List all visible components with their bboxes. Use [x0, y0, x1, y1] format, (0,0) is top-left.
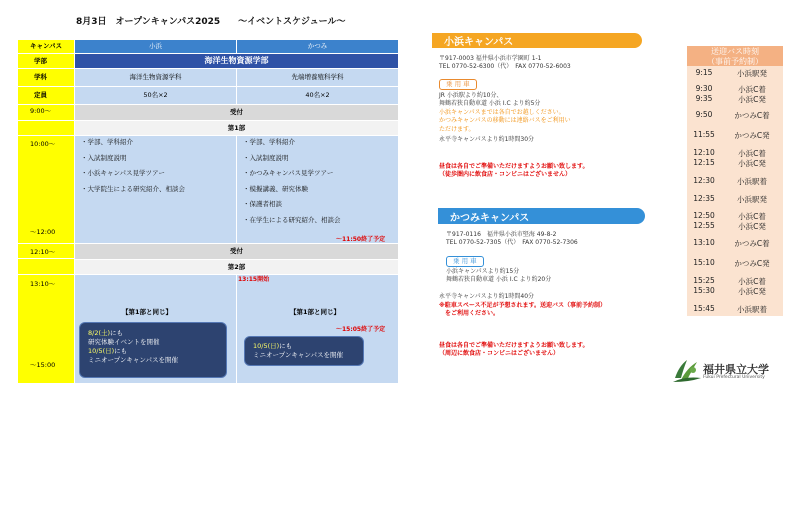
- address: 〒917-0003 福井県小浜市学園町 1-1: [439, 55, 542, 62]
- faculty-label: 学部: [18, 54, 74, 68]
- bus-heading-title: 送迎バス時刻: [711, 47, 759, 56]
- bus-row: [687, 110, 783, 121]
- same-as-part1-katsumi: 【第1部と同じ】: [290, 307, 341, 316]
- access-note: かつみキャンパスの移動には連絡バスをご利用い: [439, 117, 571, 125]
- time-1210: 12:10～: [30, 247, 56, 256]
- obama-program-list: [81, 135, 185, 197]
- bus-heading: [687, 46, 783, 66]
- event-text: ミニオープンキャンパスを開催: [253, 351, 343, 359]
- divider: [18, 274, 74, 275]
- start-time-part2: 13:15開始: [238, 275, 270, 283]
- bus-time: 12:50: [693, 211, 715, 220]
- car-label: 乗 用 車: [439, 79, 477, 90]
- time-1500: ～15:00: [30, 360, 56, 369]
- bus-stop: かつみC着: [734, 239, 770, 248]
- access-text: JR 小浜駅より約10分、: [439, 92, 503, 99]
- bus-stop: 小浜駅着: [737, 177, 767, 186]
- obama-lunch-notice: [439, 163, 589, 180]
- reception-1: 受付: [75, 105, 398, 120]
- divider: [18, 135, 74, 136]
- parking-text: をご利用ください。: [439, 310, 500, 318]
- event-text: にも: [110, 329, 124, 337]
- phone: TEL 0770-52-6300（代） FAX 0770-52-6003: [439, 63, 571, 71]
- katsumi-parking-notice: [439, 302, 606, 319]
- capacity-obama: 50名×2: [75, 87, 236, 104]
- dept-label: 学科: [18, 69, 74, 86]
- divider: [18, 243, 74, 244]
- event-date: 8/2(土): [88, 329, 111, 337]
- lunch-text: （周辺に飲食店・コンビニはございません）: [439, 350, 560, 358]
- event-date: 10/5(日): [88, 347, 115, 355]
- bus-stop: 小浜駅発: [737, 195, 767, 204]
- capacity-katsumi: 40名×2: [237, 87, 398, 104]
- bus-time: 11:55: [693, 130, 715, 139]
- university-name: 福井県立大学: [703, 363, 769, 376]
- bus-row: [687, 176, 783, 187]
- end-time-part1: ～11:50終了予定: [336, 235, 386, 243]
- access-text: 永平寺キャンパスより約1時間30分: [439, 136, 535, 144]
- same-as-part1-obama: 【第1部と同じ】: [122, 307, 173, 316]
- access-text: 舞鶴若狭自動車道 小浜 I.C より約5分: [439, 100, 541, 108]
- part-1-label: 第1部: [75, 121, 398, 135]
- bus-time: 15:45: [693, 304, 715, 313]
- bus-time: 9:15: [695, 68, 713, 77]
- event-date: 10/5(日): [253, 342, 280, 350]
- reception-2: 受付: [75, 244, 398, 259]
- list-item: ・大学院生による研究紹介、相談会: [81, 184, 185, 193]
- bus-row: [687, 158, 783, 169]
- dept-obama: 海洋生物資源学科: [75, 69, 236, 86]
- bus-time: 15:25: [693, 276, 715, 285]
- obama-campus-heading: 小浜キャンパス: [432, 33, 642, 48]
- katsumi-program-list: [243, 135, 341, 228]
- time-1200: ～12:00: [30, 227, 56, 236]
- bus-stop: 小浜C発: [738, 287, 766, 296]
- bus-row: [687, 130, 783, 141]
- address: 〒917-0116 福井県小浜市堅海 49-8-2: [446, 231, 557, 238]
- obama-event-notice: [79, 322, 227, 378]
- bus-row: [687, 238, 783, 249]
- end-time-part2: ～15:05終了予定: [336, 325, 386, 333]
- bus-stop: 小浜C発: [738, 159, 766, 168]
- lunch-text: 昼食は各自でご準備いただけますようお願い致します。: [439, 342, 589, 349]
- access-note: 小浜キャンパスまでは各自でお越しください。: [439, 108, 565, 116]
- bus-time: 15:10: [693, 258, 715, 267]
- katsumi-event-notice: [244, 336, 364, 366]
- obama-header: 小浜: [75, 40, 236, 53]
- bus-row: [687, 258, 783, 269]
- faculty-name: 海洋生物資源学部: [75, 54, 398, 68]
- bus-heading-sub: （事前予約制）: [707, 56, 763, 66]
- katsumi-eiheiji: 永平寺キャンパスより約1時間40分: [439, 293, 535, 300]
- list-item: ・小浜キャンパス見学ツアー: [81, 169, 165, 177]
- event-text: 研究体験イベントを開催: [88, 338, 160, 346]
- time-1310: 13:10～: [30, 279, 56, 288]
- bus-time: 12:35: [693, 194, 715, 203]
- lunch-text: （徒歩圏内に飲食店・コンビニはございません）: [439, 171, 572, 179]
- list-item: ・保護者相談: [243, 200, 282, 208]
- university-logo-icon: [671, 356, 703, 384]
- bus-time: 12:30: [693, 176, 715, 185]
- bus-row: [687, 68, 783, 79]
- katsumi-campus-heading: かつみキャンパス: [438, 208, 645, 224]
- part-2-label: 第2部: [75, 260, 398, 274]
- access-text: 舞鶴若狭自動車道 小浜 I.C より約20分: [446, 276, 552, 284]
- time-1000: 10:00～: [30, 139, 56, 148]
- access-note: ただけます。: [439, 125, 475, 133]
- katsumi-address-block: [446, 231, 578, 248]
- bus-time: 15:30: [693, 286, 715, 295]
- bus-stop: 小浜C発: [738, 95, 766, 104]
- bus-stop: 小浜C着: [738, 85, 766, 94]
- list-item: ・入試制度説明: [81, 153, 127, 162]
- page-title: 8月3日 オープンキャンパス2025 ～イベントスケジュール～: [76, 17, 346, 27]
- katsumi-lunch-notice: [439, 342, 589, 359]
- bus-time: 12:15: [693, 158, 715, 167]
- bus-row: [687, 286, 783, 297]
- divider: [18, 258, 74, 259]
- bus-row: [687, 304, 783, 315]
- bus-stop: 小浜駅発: [737, 69, 767, 78]
- bus-stop: かつみC着: [734, 111, 770, 120]
- bus-stop: かつみC発: [734, 131, 770, 140]
- bus-stop: かつみC発: [734, 259, 770, 268]
- access-text: 小浜キャンパスより約15分: [446, 268, 520, 275]
- bus-stop: 小浜C着: [738, 149, 766, 158]
- parking-text: ※駐車スペース不足が予想されます。送迎バス（事前予約制）: [439, 302, 607, 309]
- bus-stop: 小浜駅着: [737, 305, 767, 314]
- car-label: 乗 用 車: [446, 256, 484, 267]
- katsumi-access-block: [446, 268, 551, 285]
- bus-time: 9:50: [695, 110, 713, 119]
- list-item: ・模擬講義、研究体験: [243, 184, 308, 193]
- event-text: にも: [114, 347, 128, 355]
- list-item: ・学部、学科紹介: [81, 138, 133, 146]
- phone: TEL 0770-52-7305（代） FAX 0770-52-7306: [446, 239, 578, 247]
- university-name-en: Fukui Prefectural University: [703, 375, 765, 380]
- shuttle-bus-timetable: [687, 46, 783, 316]
- event-text: ミニオープンキャンパスを開催: [88, 356, 178, 364]
- bus-time: 12:10: [693, 148, 715, 157]
- dept-katsumi: 先端増養殖科学科: [237, 69, 398, 86]
- bus-time: 9:30: [695, 84, 713, 93]
- bus-time: 13:10: [693, 238, 715, 247]
- list-item: ・かつみキャンパス見学ツアー: [243, 169, 334, 177]
- campus-label: キャンパス: [18, 40, 74, 53]
- list-item: ・入試制度説明: [243, 153, 289, 162]
- event-text: にも: [279, 342, 293, 350]
- list-item: ・在学生による研究紹介、相談会: [243, 215, 341, 224]
- bus-stop: 小浜C発: [738, 222, 766, 231]
- bus-time: 9:35: [695, 94, 713, 103]
- bus-time: 12:55: [693, 221, 715, 230]
- divider: [18, 120, 74, 121]
- list-item: ・学部、学科紹介: [243, 138, 295, 146]
- katsumi-header: かつみ: [237, 40, 398, 53]
- obama-address-block: [439, 55, 571, 72]
- bus-stop: 小浜C着: [738, 277, 766, 286]
- lunch-text: 昼食は各自でご準備いただけますようお願い致します。: [439, 163, 589, 170]
- capacity-label: 定員: [18, 87, 74, 104]
- obama-access-block: [439, 92, 571, 144]
- bus-row: [687, 194, 783, 205]
- bus-row: [687, 94, 783, 105]
- bus-row: [687, 221, 783, 232]
- bus-stop: 小浜C着: [738, 212, 766, 221]
- time-900: 9:00～: [30, 106, 52, 115]
